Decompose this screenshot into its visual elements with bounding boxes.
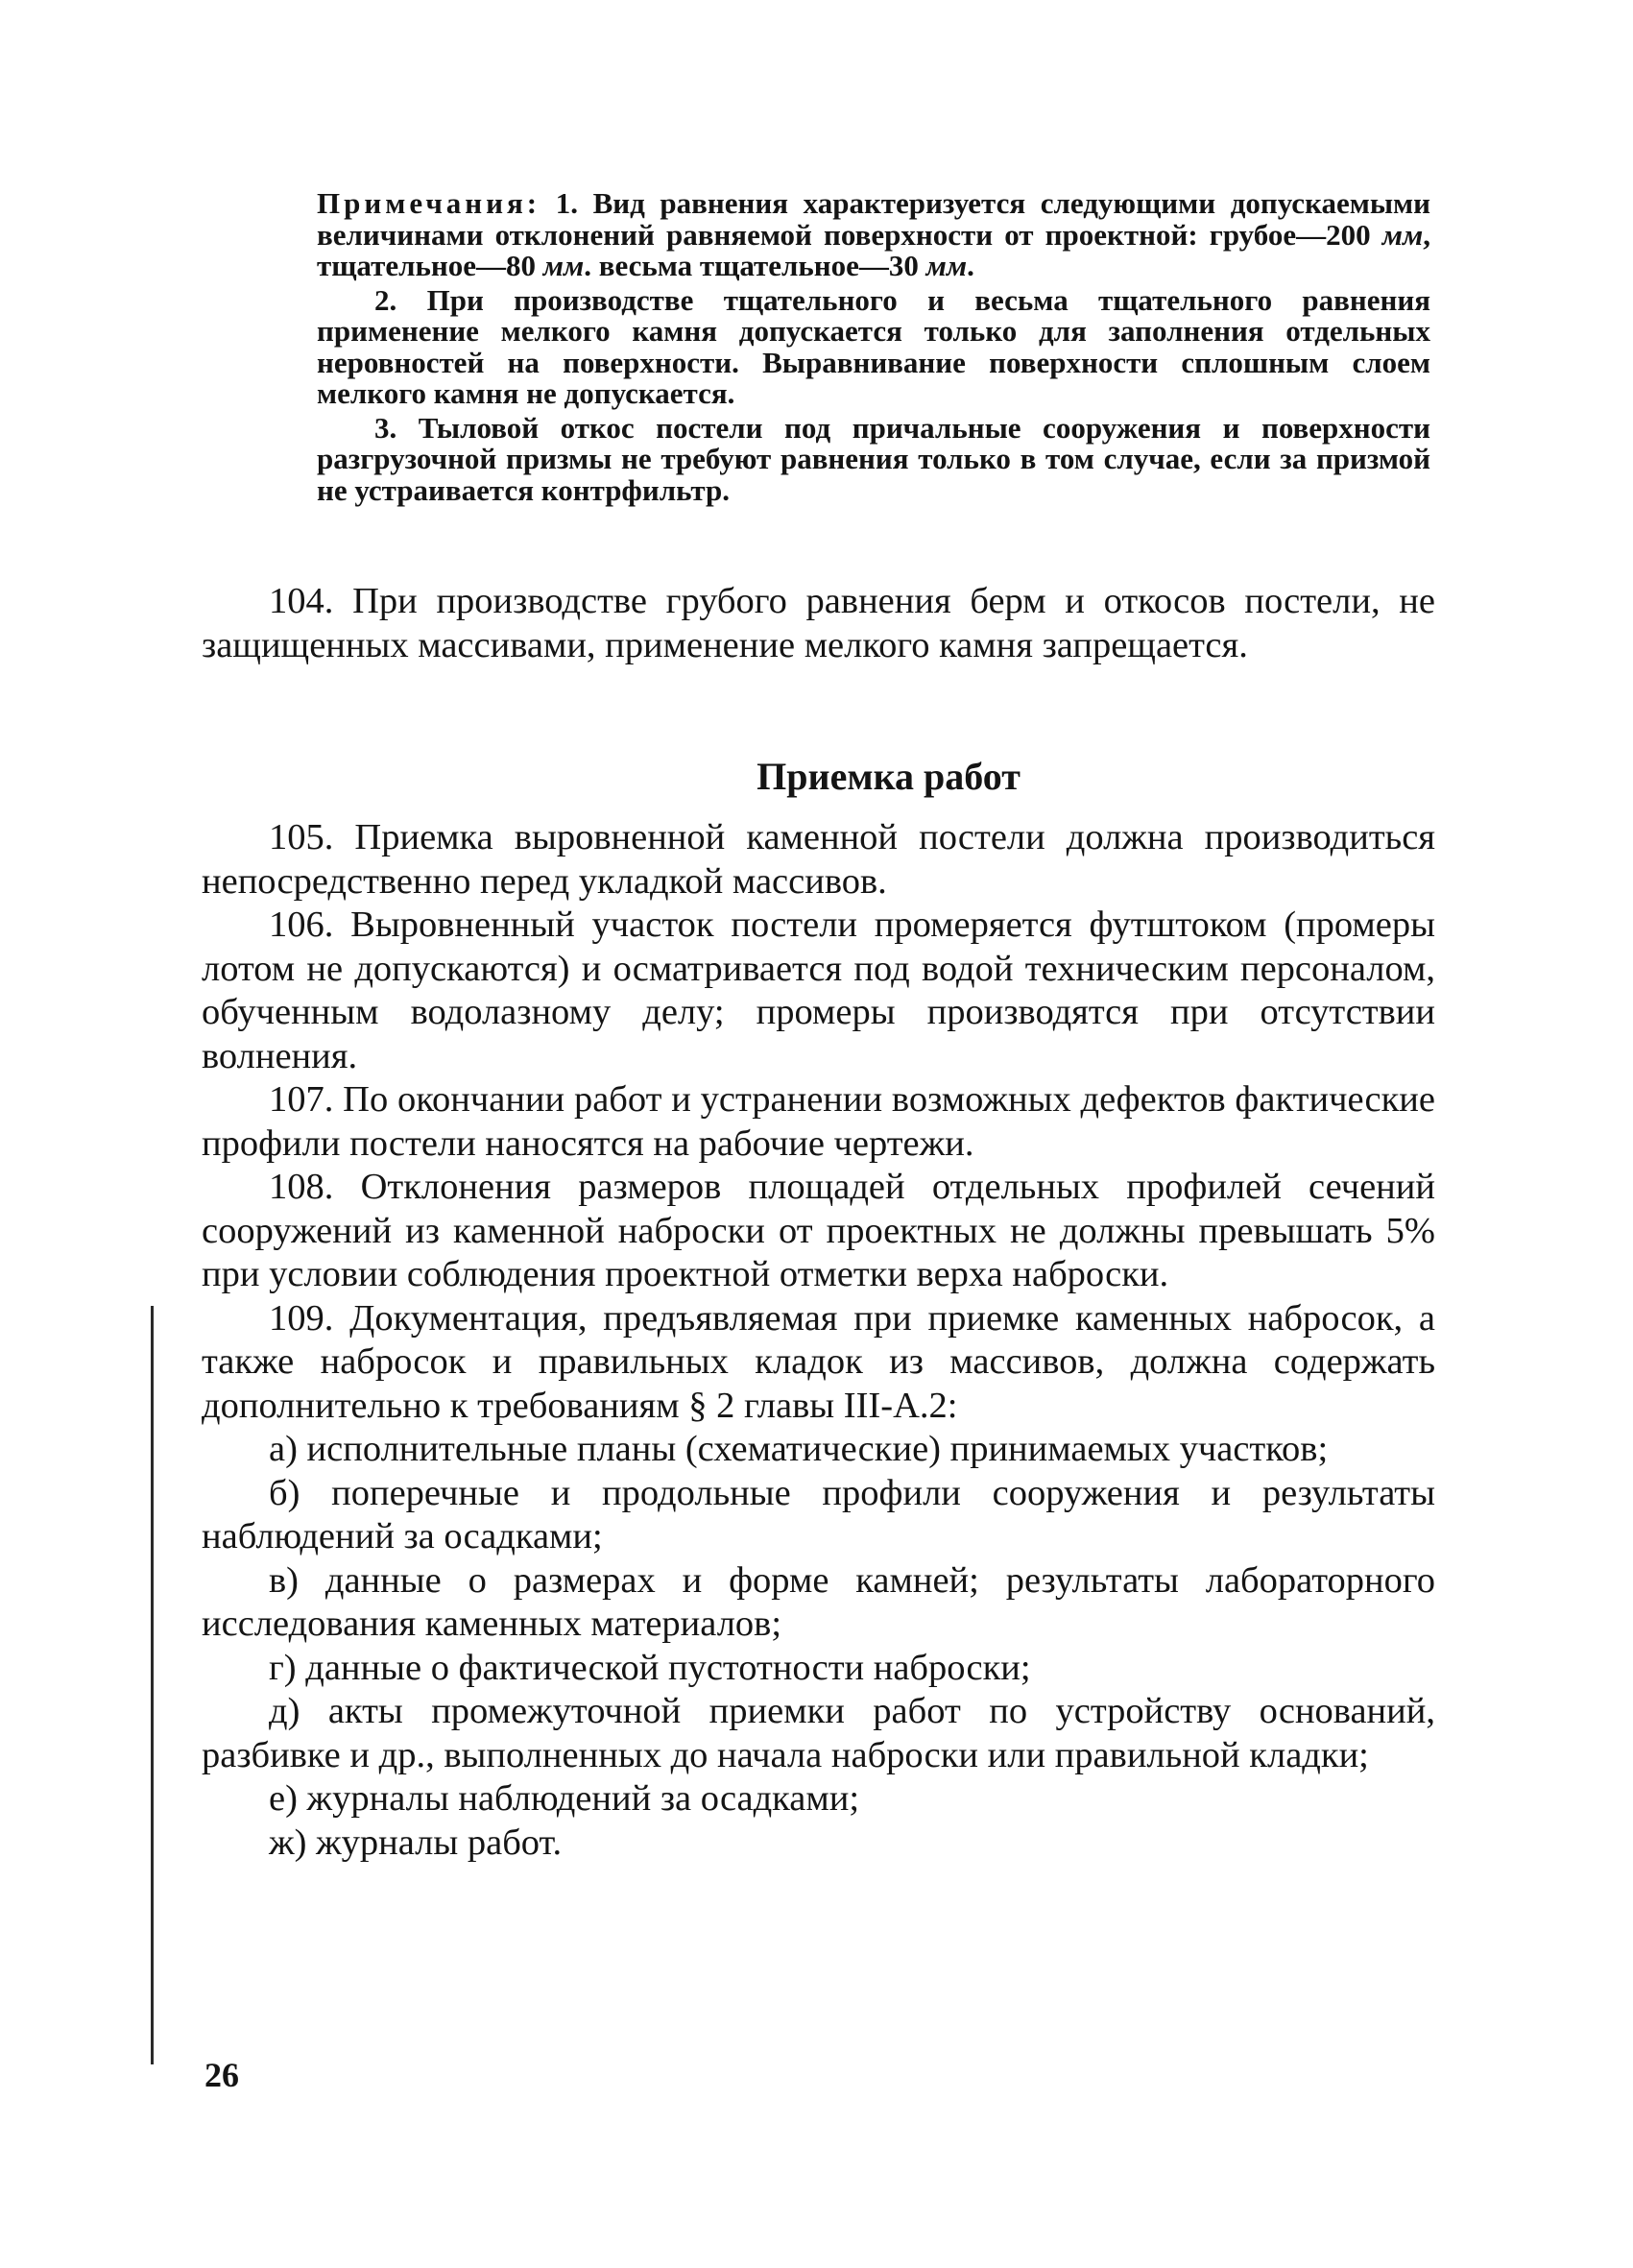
unit-mm-2: мм	[542, 249, 585, 282]
note-1-text-b: , тщательное—80	[317, 217, 1431, 282]
paragraph-106: 106. Выровненный участок постели промеряется футштоком (промеры лотом не допускаются) и осматривается под водой техническим персоналом, обученным водолазному делу; промеры производятся при отсутствии волнения.	[202, 905, 1435, 1076]
paragraph-107: 107. По окончании работ и устранении возможных дефектов фактические профили постели наносятся на рабочие чертежи.	[202, 1079, 1435, 1164]
note-1-text-a: Вид равнения характеризуется следующими допускаемыми величинами отклонений равняемой поверхности от проектной: грубое—200	[317, 186, 1431, 252]
paragraph-104: 104. При производстве грубого равнения берм и откосов постели, не защищенных массивами, применение мелкого камня запрещается.	[202, 581, 1435, 665]
page-number: 26	[204, 2056, 239, 2094]
section-heading: Приемка работ	[756, 755, 1021, 798]
paragraph-109: 109. Документация, предъявляемая при приемке каменных набросок, а также набросок и правильных кладок из массивов, должна содержать дополнительно к требованиям § 2 главы III-А.2:	[202, 1297, 1435, 1426]
list-item-d: д) акты промежуточной приемки работ по устройству оснований, разбивке и др., выполненных до начала наброски или правильной кладки;	[202, 1691, 1435, 1775]
notes-block	[317, 188, 1430, 506]
note-3: 3. Тыловой откос постели под причальные сооружения и поверхности разгрузочной призмы не требуют равнения только в том случае, если за призмой не устраивается контрфильтр.	[317, 410, 1430, 507]
paragraph-108: 108. Отклонения размеров площадей отдельных профилей сечений сооружений из каменной наброски от проектных не должны превышать 5% при условии соблюдения проектной отметки верха наброски.	[202, 1167, 1435, 1294]
note-1-text-c: . весьма тщательное—30	[584, 249, 919, 282]
list-item-g: г) данные о фактической пустотности наброски;	[269, 1647, 1031, 1688]
list-item-b: б) поперечные и продольные профили сооружения и результаты наблюдений за осадками;	[202, 1472, 1435, 1556]
notes-label: Примечания:	[317, 186, 541, 220]
margin-line	[151, 1306, 154, 2064]
note-2: 2. При производстве тщательного и весьма тщательного равнения применение мелкого камня допускается только для заполнения отдельных неровностей на поверхности. Выравнивание поверхности сплошным слоем мелкого камня не допускается.	[317, 282, 1430, 410]
unit-mm-1: мм	[1381, 217, 1424, 252]
note-1	[317, 188, 1430, 282]
list-item-zh: ж) журналы работ.	[269, 1822, 563, 1863]
main-text-block	[202, 816, 1435, 1865]
unit-mm-3: мм	[925, 249, 968, 282]
paragraph-104-block	[202, 580, 1435, 667]
note-1-end: .	[967, 249, 974, 282]
paragraph-105: 105. Приемка выровненной каменной постели должна производиться непосредственно перед укладкой массивов.	[202, 817, 1435, 902]
note-1-number: 1.	[555, 186, 578, 220]
list-item-a: а) исполнительные планы (схематические) принимаемых участков;	[269, 1429, 1329, 1469]
list-item-e: е) журналы наблюдений за осадками;	[269, 1778, 860, 1819]
list-item-v: в) данные о размерах и форме камней; результаты лабораторного исследования каменных материалов;	[202, 1559, 1435, 1644]
